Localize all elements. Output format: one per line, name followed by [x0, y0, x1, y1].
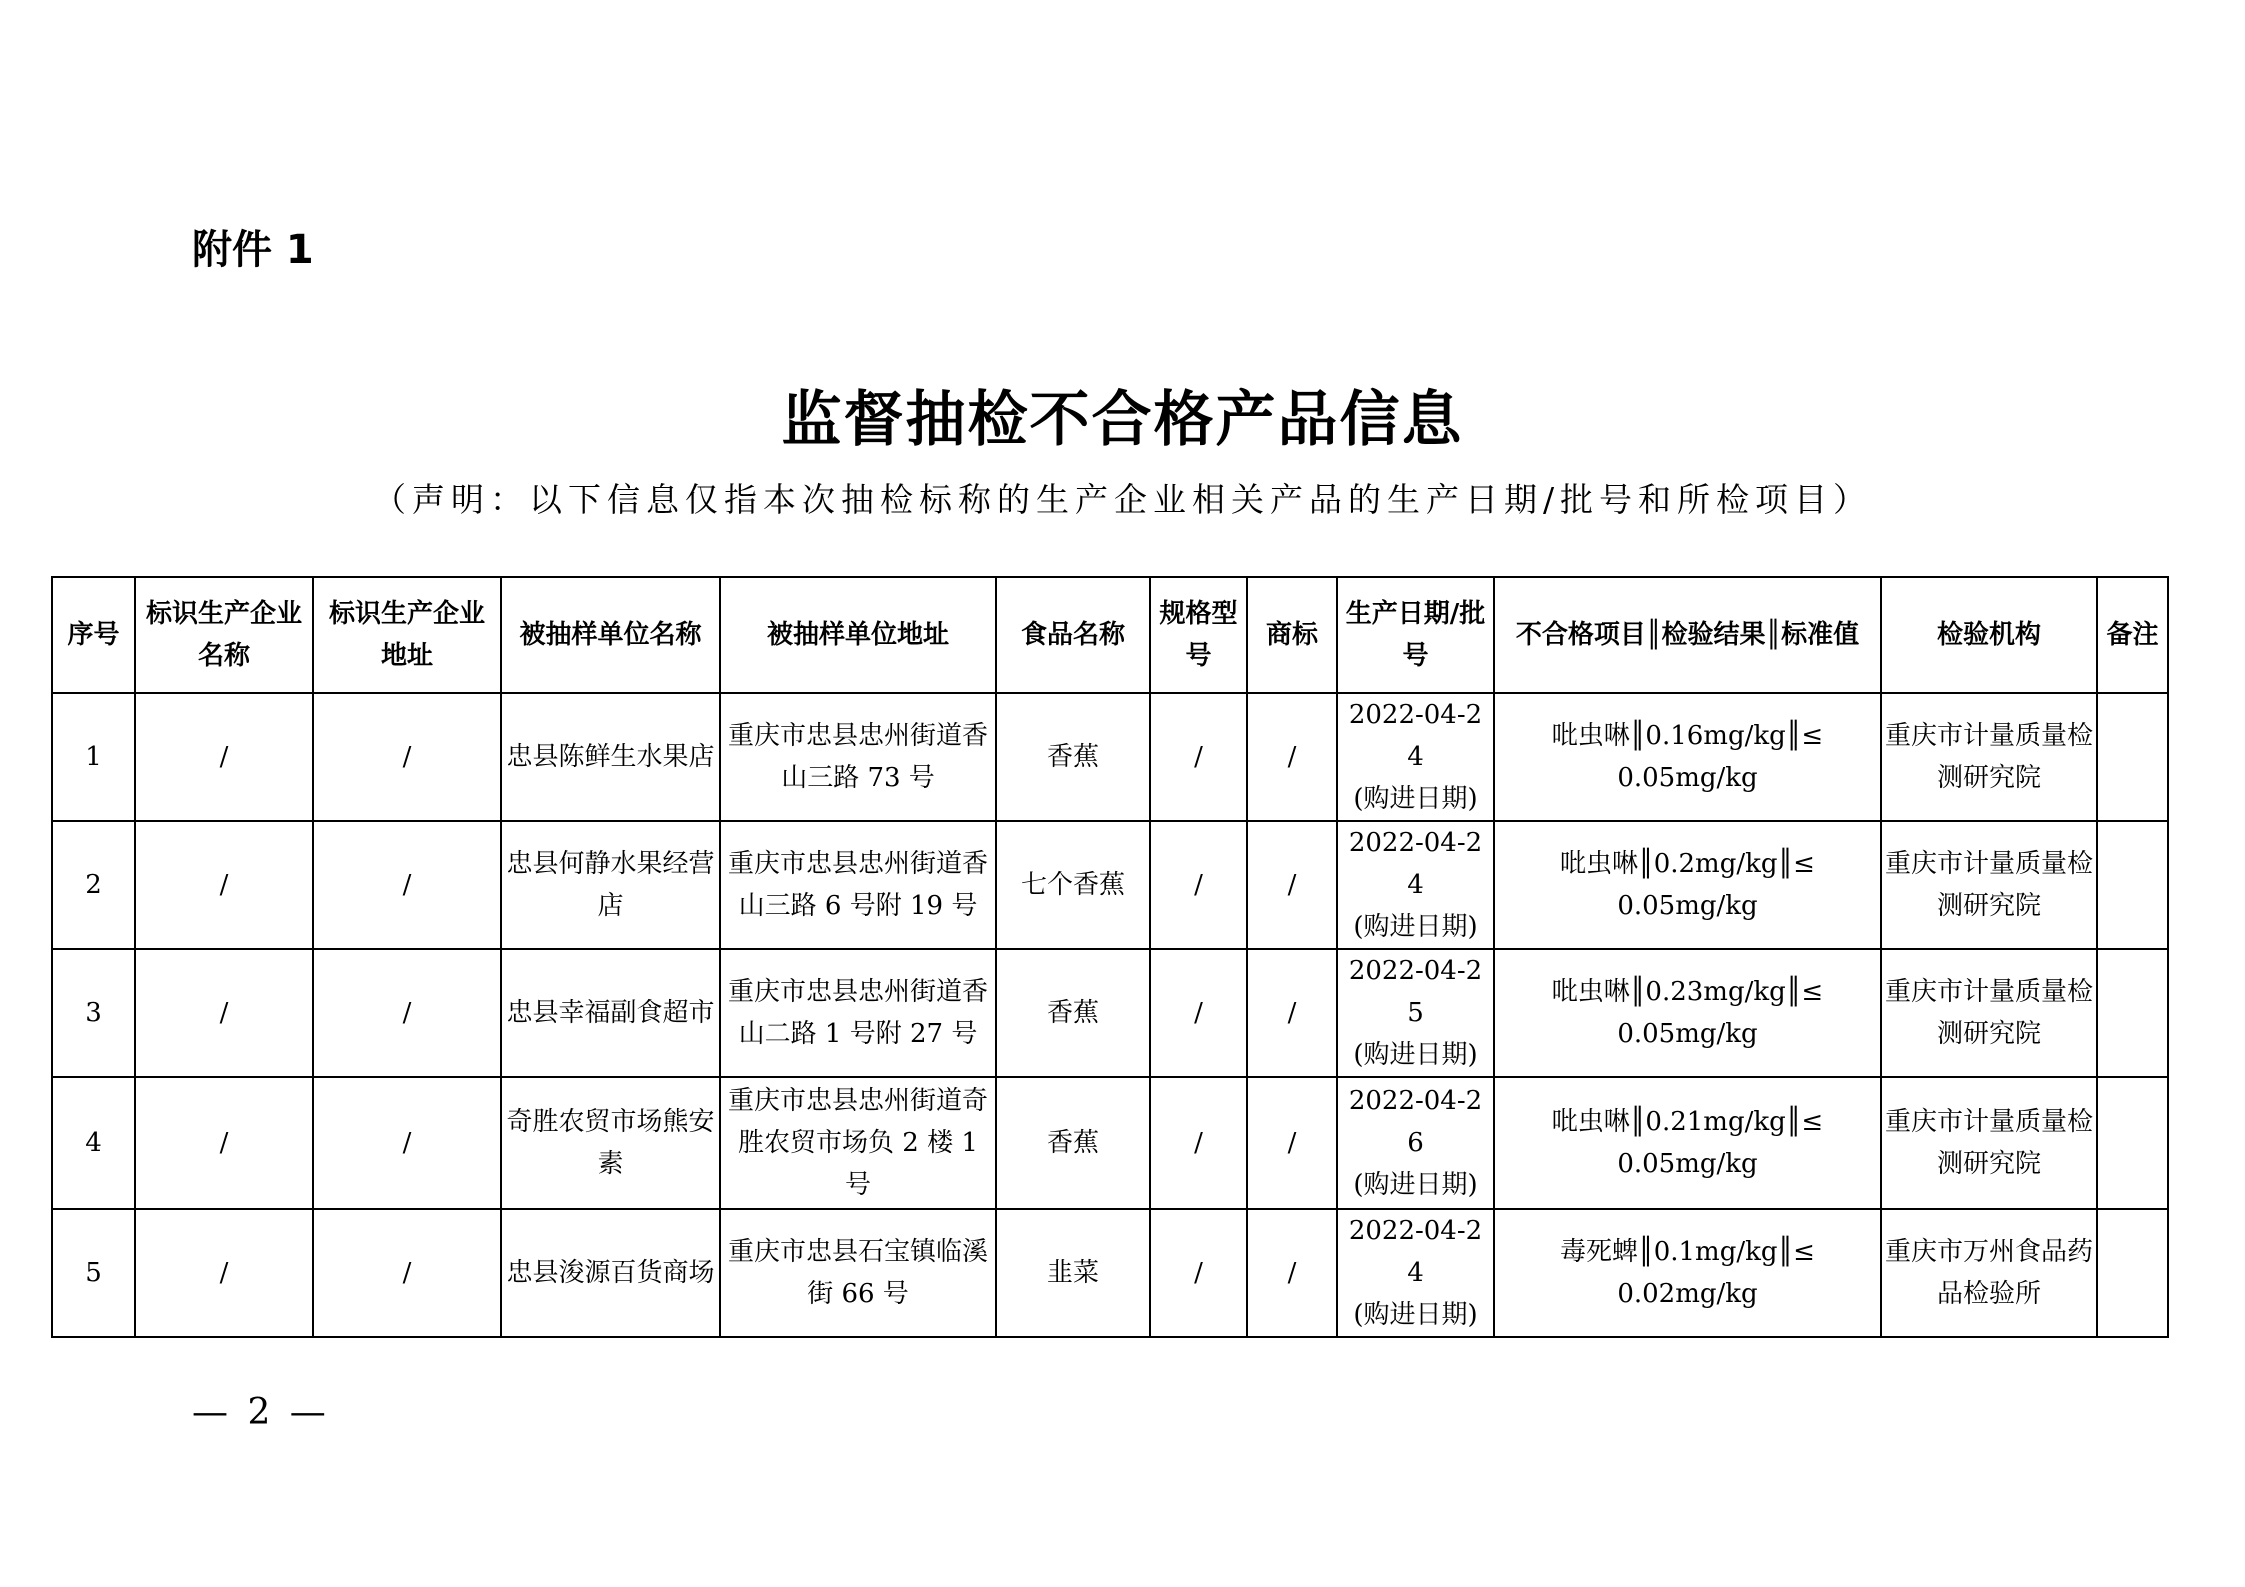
cell-sampled-address: 重庆市忠县忠州街道奇胜农贸市场负 2 楼 1 号	[720, 1077, 996, 1209]
header-test-result: 不合格项目║检验结果║标准值	[1494, 577, 1881, 693]
date-type: (购进日期)	[1353, 1170, 1478, 1200]
result-value: 吡虫啉║0.21mg/kg║≤	[1551, 1107, 1824, 1137]
page-number: — 2 —	[192, 1392, 330, 1433]
header-row	[52, 577, 2168, 693]
cell-producer-name: /	[135, 1077, 313, 1209]
cell-sampled-unit: 忠县陈鲜生水果店	[501, 693, 720, 821]
cell-test-result	[1494, 821, 1881, 949]
result-standard: 0.02mg/kg	[1617, 1279, 1758, 1309]
cell-index: 5	[52, 1209, 135, 1337]
cell-spec: /	[1150, 1209, 1247, 1337]
date-type: (购进日期)	[1353, 1300, 1478, 1330]
cell-trademark: /	[1247, 1077, 1337, 1209]
cell-producer-address: /	[313, 1209, 501, 1337]
result-standard: 0.05mg/kg	[1617, 1149, 1758, 1179]
cell-trademark: /	[1247, 1209, 1337, 1337]
cell-test-result	[1494, 1209, 1881, 1337]
cell-producer-address: /	[313, 821, 501, 949]
result-value: 吡虫啉║0.23mg/kg║≤	[1551, 977, 1824, 1007]
cell-date	[1337, 693, 1494, 821]
cell-food-name: 香蕉	[996, 949, 1150, 1077]
header-spec: 规格型号	[1150, 577, 1247, 693]
header-producer-address: 标识生产企业地址	[313, 577, 501, 693]
cell-agency: 重庆市计量质量检测研究院	[1881, 949, 2097, 1077]
cell-sampled-address: 重庆市忠县忠州街道香山三路 6 号附 19 号	[720, 821, 996, 949]
cell-agency: 重庆市计量质量检测研究院	[1881, 1077, 2097, 1209]
header-remark: 备注	[2097, 577, 2168, 693]
cell-sampled-unit: 忠县浚源百货商场	[501, 1209, 720, 1337]
cell-sampled-unit: 忠县幸福副食超市	[501, 949, 720, 1077]
cell-agency: 重庆市计量质量检测研究院	[1881, 821, 2097, 949]
cell-producer-address: /	[313, 693, 501, 821]
header-sampled-unit: 被抽样单位名称	[501, 577, 720, 693]
cell-sampled-address: 重庆市忠县忠州街道香山三路 73 号	[720, 693, 996, 821]
header-index: 序号	[52, 577, 135, 693]
cell-index: 3	[52, 949, 135, 1077]
cell-agency: 重庆市计量质量检测研究院	[1881, 693, 2097, 821]
cell-food-name: 七个香蕉	[996, 821, 1150, 949]
cell-remark	[2097, 693, 2168, 821]
result-value: 吡虫啉║0.16mg/kg║≤	[1551, 721, 1824, 751]
cell-remark	[2097, 1209, 2168, 1337]
date-value: 2022-04-24	[1348, 1216, 1483, 1288]
cell-producer-name: /	[135, 1209, 313, 1337]
cell-sampled-address: 重庆市忠县忠州街道香山二路 1 号附 27 号	[720, 949, 996, 1077]
cell-spec: /	[1150, 1077, 1247, 1209]
unqualified-products-table	[51, 576, 2169, 1338]
cell-date	[1337, 821, 1494, 949]
date-type: (购进日期)	[1353, 912, 1478, 942]
cell-remark	[2097, 949, 2168, 1077]
table-row	[52, 693, 2168, 821]
date-value: 2022-04-26	[1348, 1086, 1483, 1158]
cell-trademark: /	[1247, 693, 1337, 821]
cell-test-result	[1494, 1077, 1881, 1209]
header-food-name: 食品名称	[996, 577, 1150, 693]
cell-remark	[2097, 821, 2168, 949]
table-row	[52, 1209, 2168, 1337]
table-row	[52, 1077, 2168, 1209]
header-producer-name: 标识生产企业名称	[135, 577, 313, 693]
cell-spec: /	[1150, 693, 1247, 821]
date-value: 2022-04-25	[1348, 956, 1483, 1028]
cell-test-result	[1494, 949, 1881, 1077]
attachment-label: 附件 1	[192, 227, 314, 273]
cell-producer-address: /	[313, 1077, 501, 1209]
cell-index: 2	[52, 821, 135, 949]
disclaimer-notice: （声明：以下信息仅指本次抽检标称的生产企业相关产品的生产日期/批号和所检项目）	[372, 480, 1873, 519]
result-standard: 0.05mg/kg	[1617, 1019, 1758, 1049]
cell-food-name: 香蕉	[996, 693, 1150, 821]
cell-remark	[2097, 1077, 2168, 1209]
cell-sampled-unit: 忠县何静水果经营店	[501, 821, 720, 949]
header-sampled-address: 被抽样单位地址	[720, 577, 996, 693]
cell-test-result	[1494, 693, 1881, 821]
table-row	[52, 949, 2168, 1077]
header-trademark: 商标	[1247, 577, 1337, 693]
date-value: 2022-04-24	[1348, 828, 1483, 900]
cell-spec: /	[1150, 821, 1247, 949]
table-row	[52, 821, 2168, 949]
result-standard: 0.05mg/kg	[1617, 891, 1758, 921]
cell-trademark: /	[1247, 949, 1337, 1077]
document-title: 监督抽检不合格产品信息	[781, 385, 1464, 455]
cell-food-name: 香蕉	[996, 1077, 1150, 1209]
cell-date	[1337, 1077, 1494, 1209]
cell-agency: 重庆市万州食品药品检验所	[1881, 1209, 2097, 1337]
cell-producer-name: /	[135, 693, 313, 821]
date-type: (购进日期)	[1353, 784, 1478, 814]
header-date-batch: 生产日期/批号	[1337, 577, 1494, 693]
cell-date	[1337, 1209, 1494, 1337]
result-standard: 0.05mg/kg	[1617, 763, 1758, 793]
date-type: (购进日期)	[1353, 1040, 1478, 1070]
result-value: 毒死蜱║0.1mg/kg║≤	[1560, 1237, 1815, 1267]
cell-producer-name: /	[135, 821, 313, 949]
cell-sampled-unit: 奇胜农贸市场熊安素	[501, 1077, 720, 1209]
cell-producer-name: /	[135, 949, 313, 1077]
cell-sampled-address: 重庆市忠县石宝镇临溪街 66 号	[720, 1209, 996, 1337]
cell-trademark: /	[1247, 821, 1337, 949]
result-value: 吡虫啉║0.2mg/kg║≤	[1560, 849, 1815, 879]
header-agency: 检验机构	[1881, 577, 2097, 693]
cell-spec: /	[1150, 949, 1247, 1077]
cell-index: 4	[52, 1077, 135, 1209]
cell-date	[1337, 949, 1494, 1077]
date-value: 2022-04-24	[1348, 700, 1483, 772]
cell-index: 1	[52, 693, 135, 821]
cell-producer-address: /	[313, 949, 501, 1077]
cell-food-name: 韭菜	[996, 1209, 1150, 1337]
